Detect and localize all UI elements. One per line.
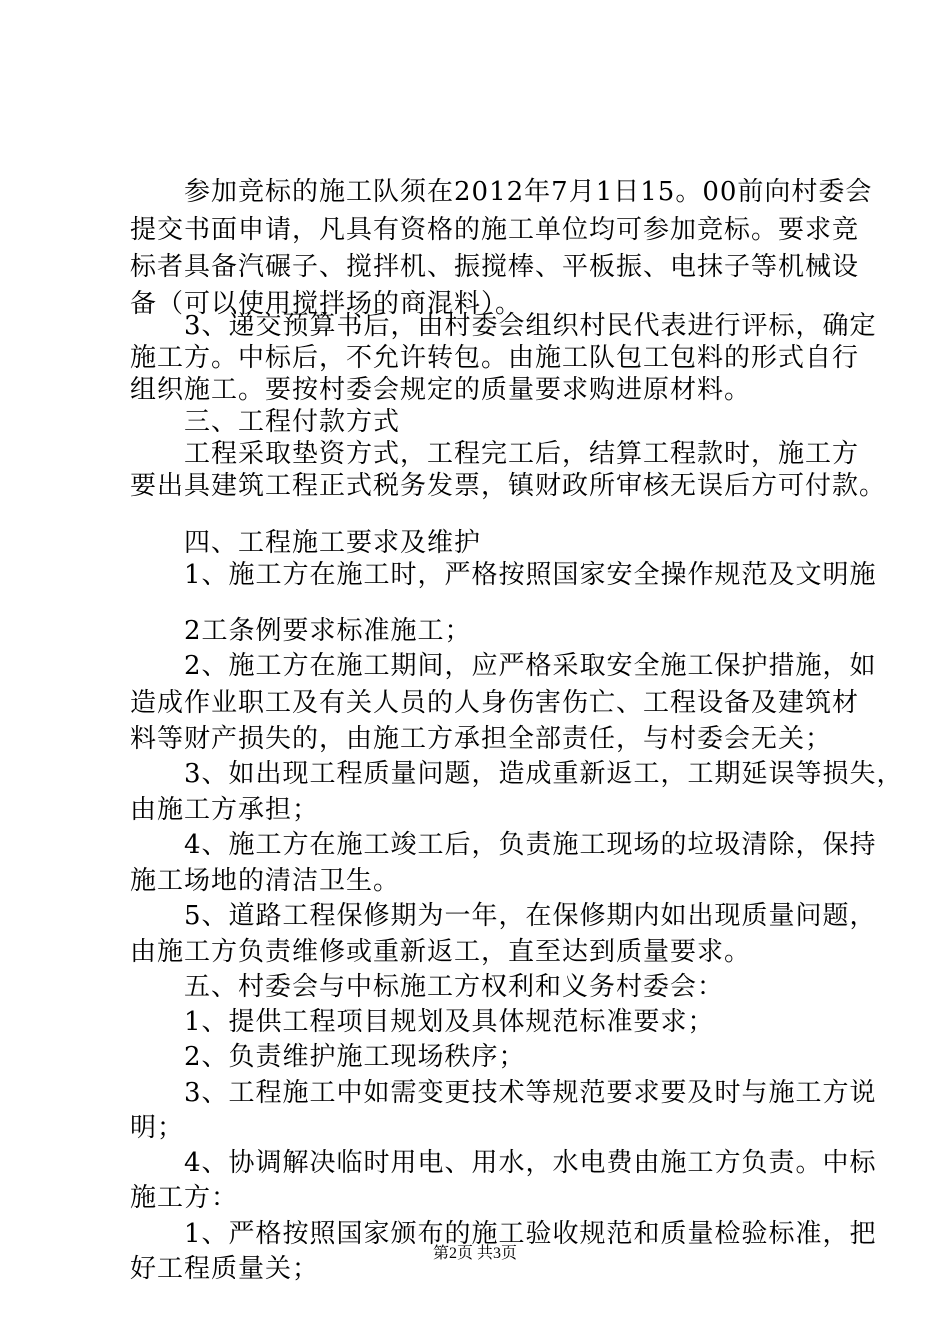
section-heading: 三、工程付款方式 <box>130 407 401 437</box>
text-line: 由施工方负责维修或重新返工，直至达到质量要求。 <box>130 937 752 967</box>
text-line: 施工场地的清洁卫生。 <box>130 866 401 896</box>
text-line: 4、施工方在施工竣工后，负责施工现场的垃圾清除，保持 <box>130 830 877 860</box>
text-line: 造成作业职工及有关人员的人身伤害伤亡、工程设备及建筑材 <box>130 688 860 718</box>
page-footer <box>0 1244 950 1264</box>
text-line: 2、施工方在施工期间，应严格采取安全施工保护措施，如 <box>130 651 877 681</box>
text-line: 2、负责维护施工现场秩序； <box>130 1042 526 1072</box>
text-line: 3、如出现工程质量问题，造成重新返工，工期延误等损失， <box>130 759 904 789</box>
text-line: 备（可以使用搅拌场的商混料）。 <box>130 289 523 319</box>
text-line: 好工程质量关； <box>130 1254 320 1284</box>
text-line: 2工条例要求标准施工； <box>130 616 472 646</box>
text-line: 1、提供工程项目规划及具体规范标准要求； <box>130 1007 715 1037</box>
text-line: 参加竞标的施工队须在2012年7月1日15。00前向村委会 <box>130 177 873 207</box>
text-line: 组织施工。要按村委会规定的质量要求购进原材料。 <box>130 375 752 405</box>
text-line: 料等财产损失的，由施工方承担全部责任，与村委会无关； <box>130 724 833 754</box>
text-line: 施工方： <box>130 1183 239 1213</box>
text-line: 3、递交预算书后，由村委会组织村民代表进行评标，确定 <box>130 311 877 341</box>
text-line: 施工方。中标后，不允许转包。由施工队包工包料的形式自行 <box>130 343 860 373</box>
text-line: 1、施工方在施工时，严格按照国家安全操作规范及文明施 <box>130 560 877 590</box>
section-heading: 四、工程施工要求及维护 <box>130 528 482 558</box>
text-line: 明； <box>130 1113 185 1143</box>
text-line: 要出具建筑工程正式税务发票，镇财政所审核无误后方可付款。 <box>130 471 887 501</box>
text-line: 工程采取垫资方式，工程完工后，结算工程款时，施工方 <box>130 439 860 469</box>
text-line: 4、协调解决临时用电、用水，水电费由施工方负责。中标 <box>130 1148 877 1178</box>
text-line: 标者具备汽碾子、搅拌机、振搅棒、平板振、电抹子等机械设 <box>130 252 860 282</box>
text-line: 5、道路工程保修期为一年，在保修期内如出现质量问题， <box>130 901 877 931</box>
section-heading: 五、村委会与中标施工方权利和义务村委会： <box>130 972 725 1002</box>
text-line: 3、工程施工中如需变更技术等规范要求要及时与施工方说 <box>130 1078 877 1108</box>
text-line: 由施工方承担； <box>130 795 320 825</box>
text-line: 1、严格按照国家颁布的施工验收规范和质量检验标准，把 <box>130 1219 877 1249</box>
text-line: 提交书面申请，凡具有资格的施工单位均可参加竞标。要求竞 <box>130 215 860 245</box>
page-number: 第2页 共3页 <box>432 1245 517 1262</box>
